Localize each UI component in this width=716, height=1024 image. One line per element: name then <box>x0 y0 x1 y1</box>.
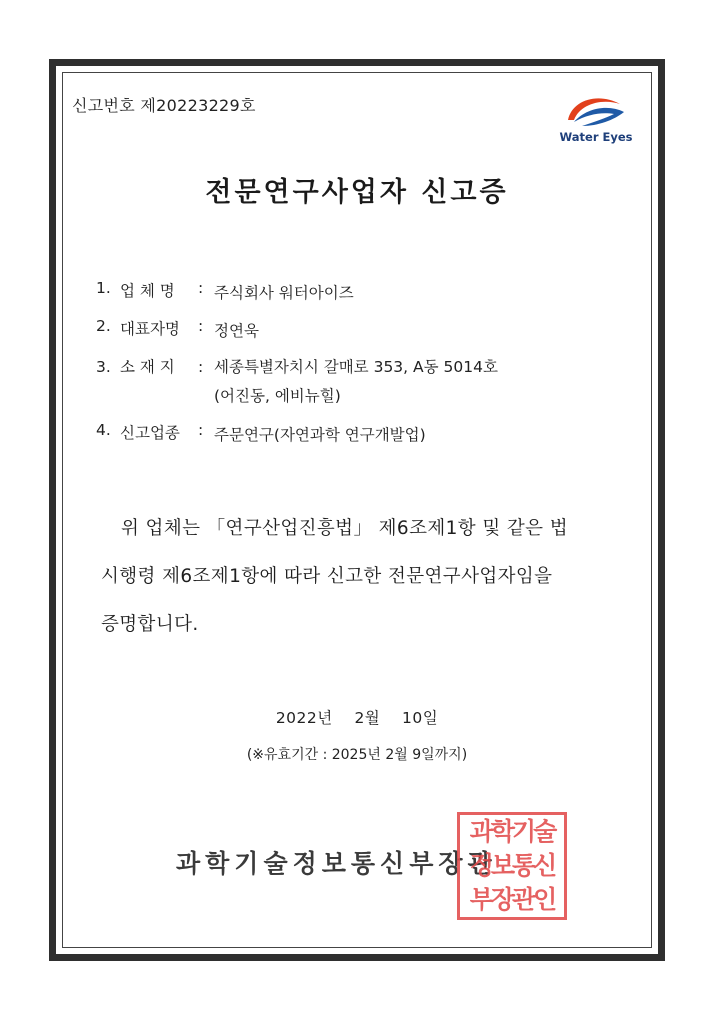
item-colon: : <box>198 317 204 335</box>
item-label: 신고업종 <box>120 424 180 442</box>
item-colon: : <box>198 358 204 376</box>
validity-period: (※유효기간 : 2025년 2월 9일까지) <box>246 747 468 763</box>
issuer-name: 과학기술정보통신부장관 <box>176 849 497 878</box>
item-label: 대표자명 <box>120 320 180 338</box>
certification-statement <box>101 505 641 649</box>
registration-number: 신고번호 제20223229호 <box>72 96 256 115</box>
item-colon: : <box>198 279 204 297</box>
statement-line: 시행령 제6조제1항에 따라 신고한 전문연구사업자임을 <box>101 566 553 587</box>
info-item-company <box>96 279 354 308</box>
seal-line: 과학기술 <box>469 817 555 846</box>
official-seal <box>457 812 567 920</box>
info-item-business-type <box>96 421 426 450</box>
info-item-representative <box>96 317 259 346</box>
statement-line: 증명합니다. <box>101 614 199 635</box>
item-value <box>214 317 259 346</box>
item-label: 업 체 명 <box>120 282 175 300</box>
item-number: 3. <box>96 358 111 376</box>
certificate-title: 전문연구사업자 신고증 <box>205 177 509 208</box>
item-label: 소 재 지 <box>120 358 175 376</box>
water-eyes-logo <box>556 90 636 148</box>
item-value-line: (어진동, 에비뉴힐) <box>214 387 341 405</box>
seal-line: 부장관인 <box>469 885 555 914</box>
item-value <box>214 421 426 450</box>
issue-date: 2022년 2월 10일 <box>275 709 439 727</box>
item-value-line: 주문연구(자연과학 연구개발업) <box>214 426 426 444</box>
item-value-line: 주식회사 워터아이즈 <box>214 284 354 302</box>
item-value-line: 세종특별자치시 갈매로 353, A동 5014호 <box>214 358 498 376</box>
item-colon: : <box>198 421 204 439</box>
item-value <box>214 279 354 308</box>
item-number: 2. <box>96 317 111 335</box>
item-value-line: 정연욱 <box>214 322 259 340</box>
info-item-address <box>96 353 498 411</box>
item-number: 4. <box>96 421 111 439</box>
seal-line: 정보통신 <box>469 851 555 880</box>
statement-line: 위 업체는 「연구산업진흥법」 제6조제1항 및 같은 법 <box>121 518 568 539</box>
item-number: 1. <box>96 279 111 297</box>
logo-wordmark: Water Eyes <box>559 130 633 144</box>
item-value <box>214 353 498 411</box>
water-eyes-logo-icon <box>564 90 628 130</box>
